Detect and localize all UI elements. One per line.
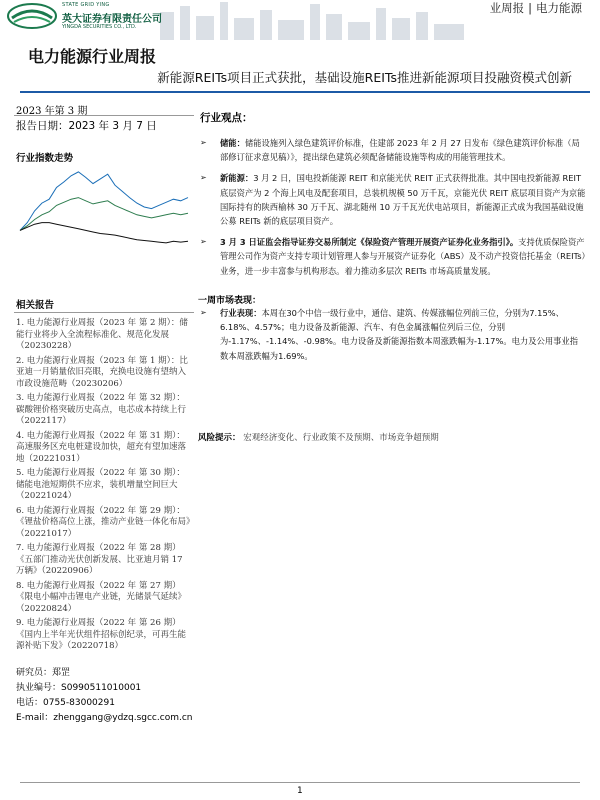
risk-label: 风险提示： bbox=[198, 433, 241, 443]
related-reports-list bbox=[16, 318, 192, 656]
bullet-text: 3 月 2 日，国电投新能源 REIT 和京能光伏 REIT 正式获得批准。其中国电投新能源 REIT 底层资产为 2 个海上风电及配套项目，总装机规模 50 万千瓦，京能光伏 REIT 底层项目资产为京能国际持有的陕西榆林 30 万千瓦、湖北随州 10 万千瓦光伏电站项目，新能源正式成为我国基础设施公募 REITs 新的底层项目资产。 bbox=[220, 173, 586, 227]
title-divider bbox=[20, 91, 590, 93]
bullet-item bbox=[198, 306, 586, 363]
arrow-bullet-icon: ➢ bbox=[200, 308, 207, 317]
issue-number: 2023 年第 3 期 bbox=[16, 106, 88, 117]
header-category-part1: 业周报 bbox=[489, 1, 525, 15]
bullet-lead: 3 月 3 日证监会指导证券交易所制定《保险资产管理开展资产证券化业务指引》。 bbox=[220, 237, 519, 248]
logo-english-text: STATE GRID YING bbox=[62, 2, 110, 8]
bullet-text: 储能设施列入绿色建筑评价标准，住建部 2023 年 2 月 27 日发布《绿色建筑评价标准（局部修订征求意见稿）》，提出绿色建筑必须配备储能设施等构成的用能管理技术。 bbox=[220, 138, 580, 163]
analyst-phone: 电话：0755-83000291 bbox=[16, 698, 115, 708]
related-report-item[interactable]: 7. 电力能源行业周报（2022 年 第 28 期）《五部门推动光伏创新发展、比亚迪月销 17 万辆》（20220906） bbox=[16, 543, 183, 576]
footer-divider bbox=[20, 782, 580, 783]
arrow-bullet-icon: ➢ bbox=[200, 237, 207, 247]
bullet-text: 支持优质保险资产管理公司作为资产支持专项计划管理人参与开展资产证券化（ABS）及不动产投资信托基金（REITs）业务，进一步丰富参与机构形态。着力推动多层次 REITs 市场高质量发展。 bbox=[220, 237, 586, 276]
chart-series-line-3 bbox=[20, 223, 188, 243]
header-category-part2: 电力能源 bbox=[536, 1, 582, 15]
related-report-item[interactable]: 6. 电力能源行业周报（2022 年 第 29 期）：《锂盐价格高位上涨，推动产业链一体化布局》（20221017） bbox=[16, 505, 191, 539]
analyst-license: 执业编号：S0990511010001 bbox=[16, 683, 142, 693]
report-title: 电力能源行业周报 bbox=[28, 47, 157, 66]
industry-views-list bbox=[198, 136, 586, 285]
logo-sub-text: YINGDA SECURITIES CO., LTD. bbox=[62, 24, 137, 30]
analyst-info bbox=[16, 666, 192, 726]
related-report-item[interactable]: 4. 电力能源行业周报（2022 年 第 31 期）：高速服务区充电桩建设加快，超充有望加速落地（20221031） bbox=[16, 430, 187, 464]
risk-warning bbox=[198, 431, 439, 443]
header-category bbox=[490, 0, 582, 16]
industry-index-chart bbox=[16, 164, 192, 250]
page-number: 1 bbox=[297, 786, 303, 796]
report-date: 报告日期：2023 年 3 月 7 日 bbox=[16, 120, 157, 132]
logo-chinese-text: 英大证券有限责任公司 bbox=[62, 14, 162, 25]
arrow-bullet-icon: ➢ bbox=[200, 138, 207, 147]
related-reports-title: 相关报告 bbox=[16, 300, 55, 311]
bullet-item bbox=[198, 136, 586, 164]
left-divider bbox=[14, 115, 194, 116]
city-skyline-image bbox=[150, 0, 470, 40]
bullet-item bbox=[198, 235, 586, 278]
industry-views-title: 行业观点： bbox=[200, 112, 253, 124]
related-report-item[interactable]: 1. 电力能源行业周报（2023 年 第 2 期）：储能行业将步入全流程标准化、规范化发展（20230228） bbox=[16, 318, 188, 351]
analyst-name: 研究员：郑罡 bbox=[16, 668, 71, 678]
bullet-lead: 行业表现： bbox=[220, 308, 262, 318]
company-logo-icon bbox=[6, 2, 58, 30]
report-subtitle: 新能源REITs项目正式获批，基础设施REITs推进新能源项目投融资模式创新 bbox=[157, 70, 572, 85]
related-report-item[interactable]: 8. 电力能源行业周报（2022 年 第 27 期）《限电小幅冲击锂电产业链，光储景气延续》（20220824） bbox=[16, 580, 187, 614]
weekly-market-list bbox=[198, 306, 586, 370]
risk-text: 宏观经济变化、行业政策不及预期、市场竞争超预期 bbox=[243, 433, 439, 443]
analyst-email: E-mail：zhenggang@ydzq.sgcc.com.cn bbox=[16, 713, 193, 723]
chart-title: 行业指数走势 bbox=[16, 153, 74, 164]
bullet-lead: 储能： bbox=[220, 138, 245, 148]
related-report-item[interactable]: 5. 电力能源行业周报（2022 年 第 30 期）：储能电池短期供不应求，装机增量空间巨大（20221024） bbox=[16, 468, 185, 501]
bullet-lead: 新能源： bbox=[220, 173, 254, 184]
chart-series-line-2 bbox=[20, 198, 188, 231]
header-separator: | bbox=[528, 1, 532, 15]
bullet-item bbox=[198, 171, 586, 228]
related-report-item[interactable]: 2. 电力能源行业周报（2023 年 第 1 期）：比亚迪一月销量依旧亮眼，充换电设施有望纳入市政设施范畴（20230206） bbox=[16, 355, 188, 389]
related-report-item[interactable]: 9. 电力能源行业周报（2022 年 第 26 期）《国内上半年光伏组件招标创纪录，可再生能源补贴下发》（20220718） bbox=[16, 618, 187, 651]
page-header bbox=[0, 0, 600, 40]
related-report-item[interactable]: 3. 电力能源行业周报（2022 年 第 32 期）：碳酸锂价格突破历史高点，电芯成本持续上行（2022117） bbox=[16, 393, 187, 426]
related-reports-divider bbox=[14, 312, 194, 313]
arrow-bullet-icon: ➢ bbox=[200, 173, 207, 183]
weekly-market-title: 一周市场表现： bbox=[198, 296, 262, 306]
bullet-text: 本周在30个中信一级行业中，通信、建筑、传媒涨幅位列前三位，分别为7.15%、6.18%、4.57%；电力设备及新能源、汽车、有色金属涨幅位列后三位，分别为-1.17%、-1.14%、-0.98%。电力设备及新能源指数本周涨跌幅为-1.17%。电力及公用事业指数本周涨跌幅为1.69%。 bbox=[220, 308, 579, 361]
